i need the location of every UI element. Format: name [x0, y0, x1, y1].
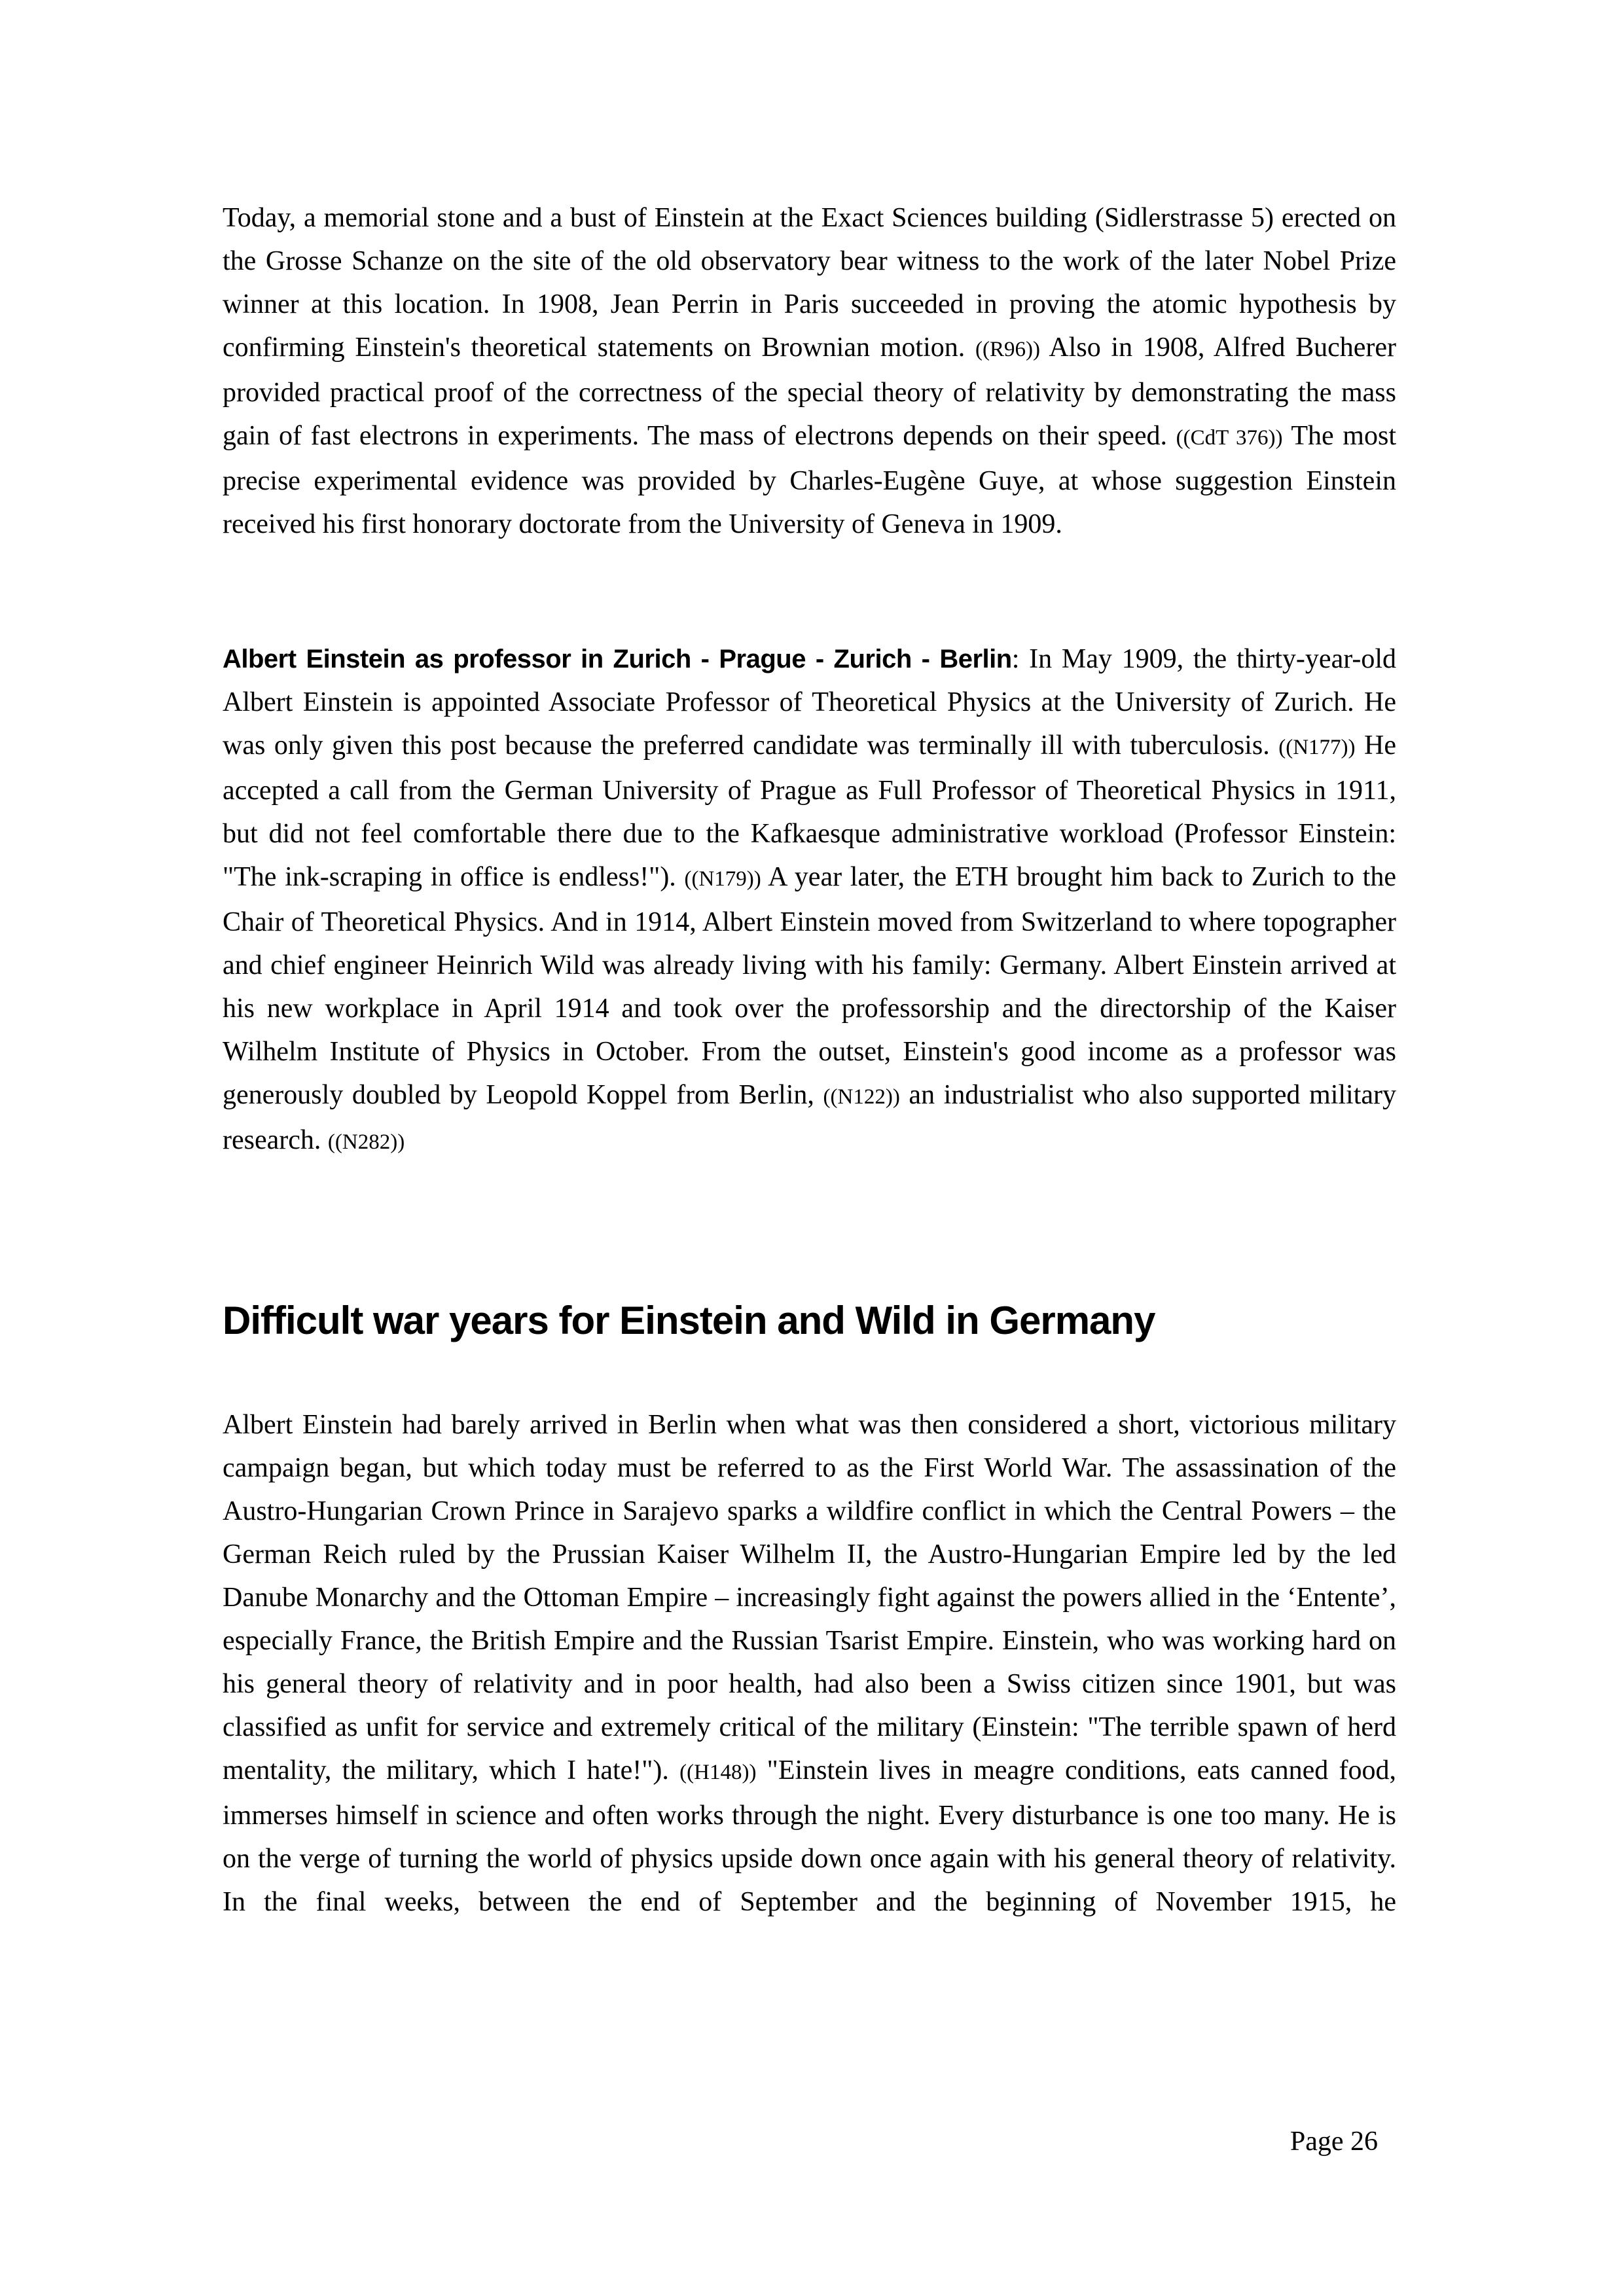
paragraph-memorial-stone — [223, 196, 1396, 546]
paragraph-professor-zurich-prague-berlin — [223, 637, 1396, 1164]
paragraph-text: The most precise experimental evidence was provided by Charles-Eugène Guye, at whose suggestion Einstein received his first honorary doctorate from the University of Geneva in 1909. — [223, 421, 1396, 539]
run-in-heading: Albert Einstein as professor in Zurich - Prague - Zurich - Berlin — [223, 645, 1012, 673]
page-number: Page 26 — [1290, 2126, 1378, 2157]
paragraph-text: Also in 1908, Alfred Bucherer provided practical proof of the correctness of the special theory of relativity by demonstrating the mass gain of fast electrons in experiments. The mass of electrons depends on their speed. — [223, 332, 1396, 451]
citation-r96: ((R96)) — [975, 338, 1040, 361]
paragraph-text: "Einstein lives in meagre conditions, eats canned food, immerses himself in science and often works through the night. Every disturbance is one too many. He is on the verge of turning the world of physics upside down once again with his general theory of relativity. In the final weeks, between the end of September and the beginning of November 1915, he — [223, 1755, 1396, 1917]
paragraph-text: A year later, the ETH brought him back to Zurich to the Chair of Theoretical Physics. And in 1914, Albert Einstein moved from Switzerland to where topographer and chief engineer Heinrich Wild was already living with his family: Germany. Albert Einstein arrived at his new workplace in April 1914 and took over the professorship and the directorship of the Kaiser Wilhelm Institute of Physics in October. From the outset, Einstein's good income as a professor was generously doubled by Leopold Koppel from Berlin, — [223, 862, 1396, 1110]
citation-n179: ((N179)) — [684, 867, 761, 891]
paragraph-text: : In May 1909, the thirty-year-old Albert Einstein is appointed Associate Professor of Theoretical Physics at the University of Zurich. He was only given this post because the preferred candidate was terminally ill with tuberculosis. — [223, 644, 1397, 761]
paragraph-text: an industrialist who also supported military research. — [223, 1080, 1396, 1155]
citation-h148: ((H148)) — [679, 1761, 757, 1784]
section-heading: Difficult war years for Einstein and Wild in Germany — [223, 1299, 1155, 1342]
citation-cdt376: ((CdT 376)) — [1176, 426, 1283, 450]
paragraph-text: He accepted a call from the German University of Prague as Full Professor of Theoretical Physics in 1911, but did not feel comfortable there due to the Kafkaesque administrative workload (Professor Einstein: "The ink-scraping in office is endless!"). — [223, 730, 1396, 892]
paragraph-war-years — [223, 1403, 1396, 1924]
paragraph-text: Today, a memorial stone and a bust of Einstein at the Exact Sciences building (Sidlerstrasse 5) erected on the Grosse Schanze on the site of the old observatory bear witness to the work of the later Nobel Prize winner at this location. In 1908, Jean Perrin in Paris succeeded in proving the atomic hypothesis by confirming Einstein's theoretical statements on Brownian motion. — [223, 203, 1396, 363]
paragraph-text: Albert Einstein had barely arrived in Berlin when what was then considered a short, victorious military campaign began, but which today must be referred to as the First World War. The assassination of the Austro-Hungarian Crown Prince in Sarajevo sparks a wildfire conflict in which the Central Powers – the German Reich ruled by the Prussian Kaiser Wilhelm II, the Austro-Hungarian Empire led by the led Danube Monarchy and the Ottoman Empire – increasingly fight against the powers allied in the ‘Entente’, especially France, the British Empire and the Russian Tsarist Empire. Einstein, who was working hard on his general theory of relativity and in poor health, had also been a Swiss citizen since 1901, but was classified as unfit for service and extremely critical of the military (Einstein: "The terrible spawn of herd mentality, the military, which I hate!"). — [223, 1410, 1396, 1785]
citation-n282: ((N282)) — [327, 1130, 405, 1154]
citation-n122: ((N122)) — [823, 1085, 900, 1109]
citation-n177: ((N177)) — [1278, 736, 1356, 759]
